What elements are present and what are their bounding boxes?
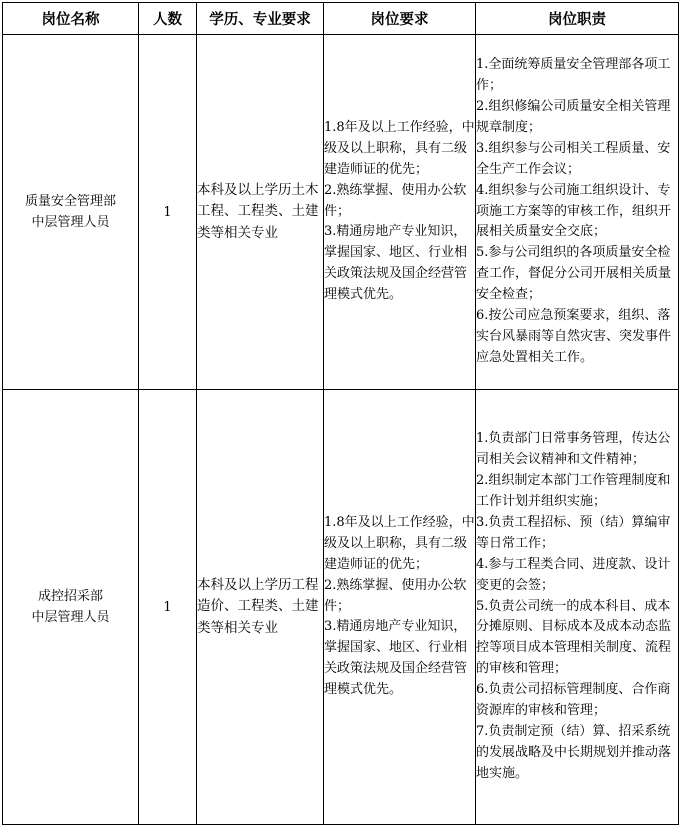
- duty-item: 3.组织参与公司相关工程质量、安全生产工作会议；: [476, 140, 671, 177]
- duty-item: 6.按公司应急预案要求，组织、落实台风暴雨等自然灾害、突发事件应急处置相关工作。: [476, 308, 672, 366]
- requirement-item: 1.8年及以上工作经验，中级及以上职称，具有二级建造师证的优先；: [324, 514, 475, 572]
- header-headcount: 人数: [139, 3, 197, 35]
- duty-item: 2.组织修编公司质量安全相关管理规章制度；: [476, 98, 671, 135]
- job-positions-table: [2, 2, 679, 825]
- duties-cell: [476, 390, 679, 825]
- duty-item: 4.参与工程类合同、进度款、设计变更的会签；: [476, 556, 671, 593]
- position-name-cell: [3, 390, 139, 825]
- duty-item: 7.负责制定预（结）算、招采系统的发展战略及中长期规划并推动落地实施。: [476, 724, 672, 782]
- requirements-cell: [324, 390, 476, 825]
- position-name-line: 质量安全管理部: [24, 194, 116, 209]
- requirements-cell: [324, 35, 476, 390]
- requirement-item: 2.熟练掌握、使用办公软件；: [324, 182, 467, 219]
- position-name-line: 中层管理人员: [31, 215, 110, 230]
- duties-cell: [476, 35, 679, 390]
- requirement-item: 3.精通房地产专业知识，掌握国家、地区、行业相关政策法规及国企经营管理模式优先。: [324, 224, 468, 303]
- education-cell: 本科及以上学历土木工程、工程类、土建类等相关专业: [197, 35, 324, 390]
- table-row: [3, 35, 679, 390]
- duty-item: 4.组织参与公司施工组织设计、专项施工方案等的审核工作，组织开展相关质量安全交底；: [476, 182, 672, 240]
- duty-item: 5.负责公司统一的成本科目、成本分摊原则、目标成本及成本动态监控等项目成本管理相关制度、流程的审核和管理；: [476, 598, 672, 677]
- position-name-cell: [3, 35, 139, 390]
- header-requirements: 岗位要求: [324, 3, 476, 35]
- position-name-line: 中层管理人员: [31, 610, 110, 625]
- headcount-cell: 1: [139, 35, 197, 390]
- requirement-item: 2.熟练掌握、使用办公软件；: [324, 577, 467, 614]
- duty-item: 3.负责工程招标、预（结）算编审等日常工作；: [476, 514, 671, 551]
- header-education: 学历、专业要求: [197, 3, 324, 35]
- table-row: [3, 390, 679, 825]
- duty-item: 2.组织制定本部门工作管理制度和工作计划并组织实施；: [476, 472, 671, 509]
- education-cell: 本科及以上学历工程造价、工程类、土建类等相关专业: [197, 390, 324, 825]
- duty-item: 1.全面统筹质量安全管理部各项工作；: [476, 56, 671, 93]
- duty-item: 1.负责部门日常事务管理，传达公司相关会议精神和文件精神；: [476, 430, 671, 467]
- header-position-name: 岗位名称: [3, 3, 139, 35]
- requirement-item: 3.精通房地产专业知识，掌握国家、地区、行业相关政策法规及国企经营管理模式优先。: [324, 619, 468, 698]
- table-header-row: [3, 3, 679, 35]
- requirement-item: 1.8年及以上工作经验，中级及以上职称，具有二级建造师证的优先；: [324, 119, 475, 177]
- duty-item: 5.参与公司组织的各项质量安全检查工作，督促分公司开展相关质量安全检查；: [476, 245, 672, 303]
- headcount-cell: 1: [139, 390, 197, 825]
- duty-item: 6.负责公司招标管理制度、合作商资源库的审核和管理；: [476, 682, 671, 719]
- header-duties: 岗位职责: [476, 3, 679, 35]
- position-name-line: 成控招采部: [37, 589, 103, 604]
